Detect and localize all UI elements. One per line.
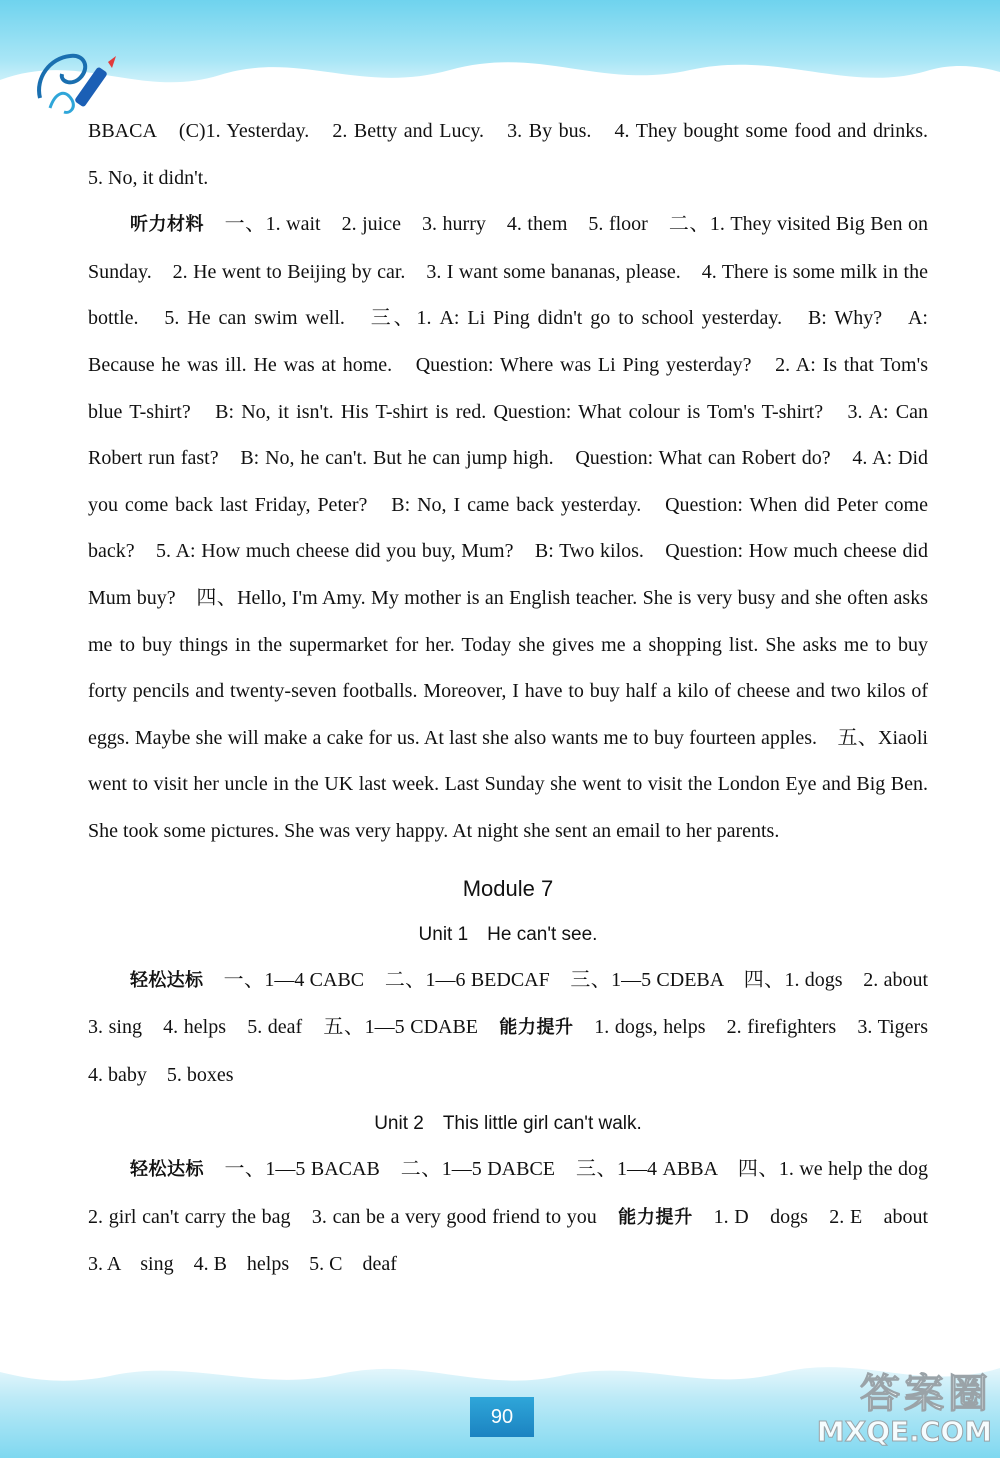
unit1-advanced-text: 1. dogs, helps 2. firefighters 3. Tigers 4. baby 5. boxes (88, 1016, 948, 1086)
unit2-answers (88, 1146, 949, 1288)
listening-material-paragraph (88, 201, 928, 854)
top-banner (0, 0, 1000, 110)
answer-paragraph-1: BBACA (C)1. Yesterday. 2. Betty and Lucy. 3. By bus. 4. They bought some food and drinks. 5. No, it didn't. (88, 120, 948, 189)
unit1-answers (88, 957, 948, 1099)
page-number: 90 (470, 1397, 534, 1437)
unit2-title: Unit 2 This little girl can't walk. (374, 1113, 642, 1135)
unit1-basic-text: 一、1—4 CABC 二、1—6 BEDCAF 三、1—5 CDEBA 四、1. dogs 2. about 3. sing 4. helps 5. deaf 五、1—5 CDABE (88, 968, 948, 1039)
unit1-title: Unit 1 He can't see. (418, 923, 598, 945)
watermark-cn-text: 答案圈 (860, 1371, 992, 1417)
answer-content (88, 108, 949, 1288)
listening-material-text: 一、1. wait 2. juice 3. hurry 4. them 5. floor 二、1. They visited Big Ben on Sunday. 2. He went to Beijing by car. 3. I want some bananas, please. 4. There is some milk in the bottle. 5. He can swim well. 三、1. A: Li Ping didn't go to school yesterday. B: Why? A: Because he was ill. He was at home. Question: Where was Li Ping yesterday? 2. A: Is that Tom's blue T-shirt? B: No, it isn't. His T-shirt is red. Question: What colour is Tom's T-shirt? 3. A: Can Robert run fast? B: No, he can't. But he can jump high. Question: What can Robert do? 4. A: Did you come back last Friday, Peter? B: No, I came back yesterday. Question: When did Peter come back? 5. A: How much cheese did you buy, Mum? B: Two kilos. Question: How much cheese did Mum buy? 四、Hello, I'm Amy. My mother is an English teacher. She is very busy and she often asks me to buy things in the supermarket for her. Today she gives me a shopping list. She asks me to buy forty pencils and twenty-seven footballs. Moreover, I have to buy half a kilo of cheese and two kilos of eggs. Maybe she will make a cake for us. At last she also wants me to buy fourteen apples. 五、Xiaoli went to visit her uncle in the UK last week. Last Sunday she went to visit the London Eye and Big Ben. She took some pictures. She was very happy. At night she sent an email to her parents. (88, 213, 929, 842)
unit2-basic-text: 一、1—5 BACAB 二、1—5 DABCE 三、1—4 ABBA 四、1. we help the dog 2. girl can't carry the bag 3. can be a very good friend to you (88, 1158, 949, 1228)
watermark-url-text: MXQE.COM (816, 1415, 992, 1448)
unit1-advanced-label: 能力提升 (499, 1017, 574, 1039)
unit1-basic-label: 轻松达标 (130, 969, 204, 991)
module-title: Module 7 (462, 875, 554, 901)
unit2-advanced-text: 1. D dogs 2. E about 3. A sing 4. B helps 5. C deaf (88, 1205, 949, 1276)
unit2-advanced-label: 能力提升 (618, 1206, 693, 1228)
pen-logo-icon (30, 38, 120, 118)
listening-material-label: 听力材料 (130, 214, 205, 236)
unit2-basic-label: 轻松达标 (130, 1159, 204, 1181)
watermark-logo (802, 1372, 992, 1452)
